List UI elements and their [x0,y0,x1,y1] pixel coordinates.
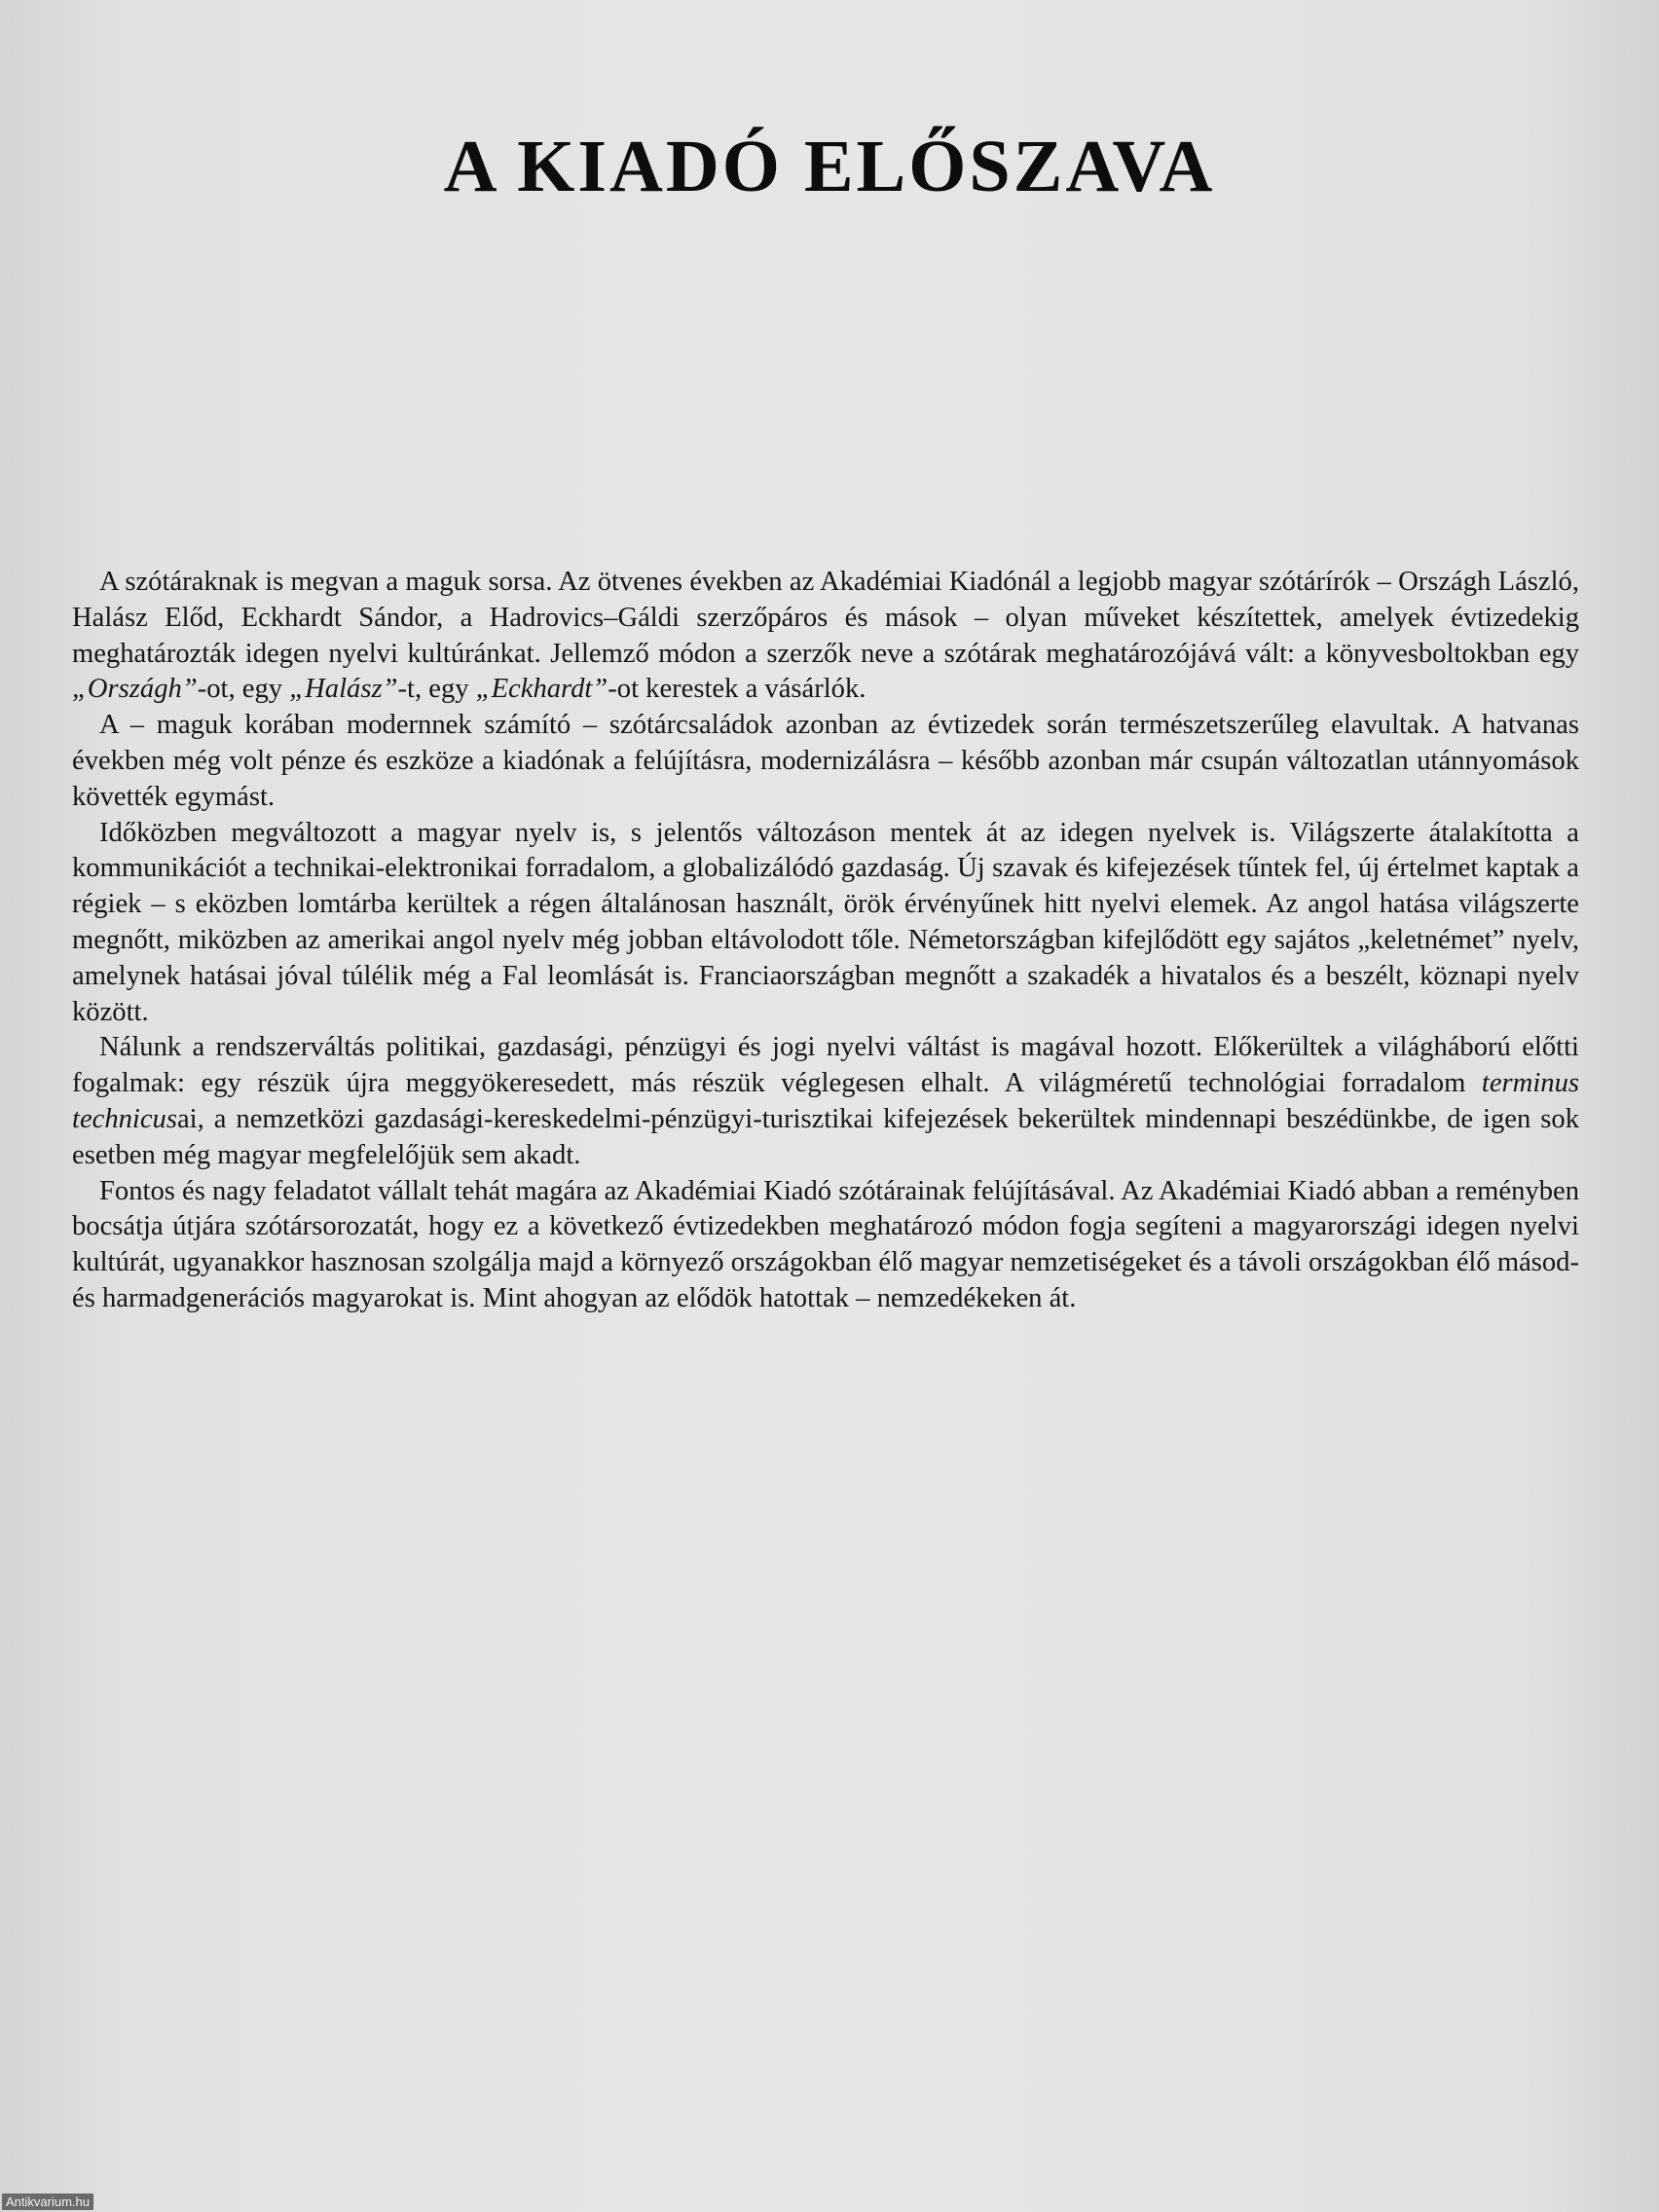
paragraph-3: Időközben megváltozott a magyar nyelv is, s jelentős változáson mentek át az idegen nyelvek is. Világszerte átalakította a kommunikációt a technikai-elektronikai forradalom, a globalizálódó gazdaság. Új szavak és kifejezések tűntek fel, új értelmet kaptak a régiek – s eközben lomtárba kerültek a régen általánosan használt, örök érvényűnek hitt nyelvi elemek. Az angol hatása világszerte megnőtt, miközben az amerikai angol nyelv még jobban eltávolodott tőle. Németországban kifejlődött egy sajátos „keletnémet” nyelv, amelynek hatásai jóval túlélik még a Fal leomlását is. Franciaországban megnőtt a szakadék a hivatalos és a beszélt, köznapi nyelv között. [72,817,1579,1027]
paragraph-4-italic: terminus technicus [72,1068,1579,1134]
paragraph-4-text-b: ai, a nemzetközi gazdasági-kereskedelmi-pénzügyi-turisztikai kifejezések bekerültek mindennapi beszédünkbe, de igen sok esetben még magyar megfelelőjük sem akadt. [72,1103,1579,1170]
paragraph-1-italic-2: „Halász” [289,674,398,705]
paragraph-1-text-d: -ot kerestek a vásárlók. [608,674,866,705]
paragraph-5: Fontos és nagy feladatot vállalt tehát magára az Akadémiai Kiadó szótárainak felújításával. Az Akadémiai Kiadó abban a reményben bocsátja útjára szótársorozatát, hogy ez a következő évtizedekben meghatározó módon fogja segíteni a magyarországi idegen nyelvi kultúrát, ugyanakkor hasznosan szolgálja majd a környező országokban élő magyar nemzetiségeket és a távoli országokban élő másod- és harmadgenerációs magyarokat is. Mint ahogyan az elődök hatottak – nemzedékeken át. [72,1175,1579,1313]
paragraph-1-text: A szótáraknak is megvan a maguk sorsa. Az ötvenes években az Akadémiai Kiadónál a legjobb magyar szótárírók – Országh László, Halász Előd, Eckhardt Sándor, a Hadrovics–Gáldi szerzőpáros és mások – olyan műveket készítettek, amelyek évtizedekig meghatározták idegen nyelvi kultúránkat. Jellemző módon a szerzők neve a szótárak meghatározójává vált: a könyvesboltokban egy [72,567,1579,669]
paragraph-4 [72,1030,1579,1173]
paragraph-2: A – maguk korában modernnek számító – szótárcsaládok azonban az évtizedek során természetszerűleg elavultak. A hatvanas években még volt pénze és eszköze a kiadónak a felújításra, modernizálásra – később azonban már csupán változatlan utánnyomások követték egymást. [72,710,1579,812]
paragraph-1-text-c: -t, egy [397,674,476,705]
watermark: Antikvarium.hu [2,2194,93,2210]
preface-text [72,565,1579,1317]
paragraph-1 [72,565,1579,708]
paragraph-1-italic-3: „Eckhardt” [475,674,608,705]
paragraph-4-text: Nálunk a rendszerváltás politikai, gazdasági, pénzügyi és jogi nyelvi váltást is magával hozott. Előkerültek a világháború előtti fogalmak: egy részük újra meggyökeresedett, más részük véglegesen elhalt. A világméretű technológiai forradalom [72,1032,1579,1099]
page-title: A KIADÓ ELŐSZAVA [443,126,1216,207]
paragraph-1-italic-1: „Országh” [72,674,198,705]
paragraph-1-text-b: -ot, egy [197,674,290,705]
